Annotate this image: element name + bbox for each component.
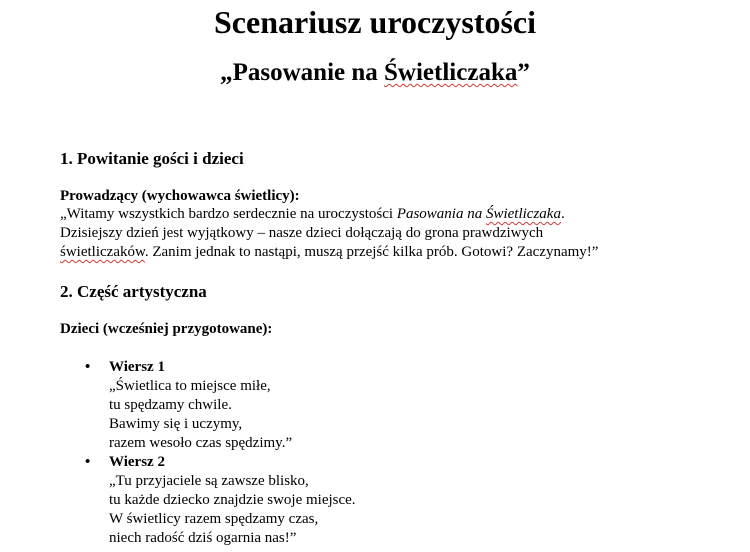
bullet-icon: • <box>85 359 91 375</box>
poem-line: W świetlicy razem spędzamy czas, <box>109 511 319 527</box>
poem-title: Wiersz 1 <box>109 359 165 375</box>
list-item <box>60 453 356 548</box>
subtitle-text: „Pasowanie na <box>220 59 385 86</box>
paragraph-line-3-text: . Zanim jednak to nastąpi, muszą przejść kilka prób. Gotowi? Zaczynamy!” <box>144 244 599 260</box>
paragraph-italic-spellcheck-word: Świetliczaka <box>485 206 561 222</box>
section-1-heading: 1. Powitanie gości i dzieci <box>60 149 244 168</box>
paragraph-line-1 <box>60 205 740 224</box>
list-item <box>60 358 356 453</box>
paragraph-line-1-end: . <box>560 206 565 222</box>
section-2-heading: 2. Część artystyczna <box>60 282 207 301</box>
poem-list <box>60 358 356 548</box>
document-title: Scenariusz uroczystości <box>213 4 537 40</box>
paragraph-line-1-text: „Witamy wszystkich bardzo serdecznie na uroczystości <box>60 206 397 222</box>
poem-line: „Świetlica to miejsce miłe, <box>109 378 271 394</box>
section-1-paragraph <box>60 205 740 262</box>
poem-line: Bawimy się i uczymy, <box>109 416 243 432</box>
paragraph-italic-text: Pasowania na <box>396 206 486 222</box>
paragraph-line-2: Dzisiejszy dzień jest wyjątkowy – nasze dzieci dołączają do grona prawdziwych <box>60 225 544 241</box>
poem-title: Wiersz 2 <box>109 454 165 470</box>
bullet-icon: • <box>85 454 91 470</box>
poem-line: razem wesoło czas spędzimy.” <box>109 435 293 451</box>
subtitle-close-quote: ” <box>517 59 530 86</box>
paragraph-line-3 <box>60 243 740 262</box>
poem-line: niech radość dziś ogarnia nas!” <box>109 530 297 546</box>
poem-line: „Tu przyjaciele są zawsze blisko, <box>109 473 309 489</box>
paragraph-spellcheck-word: świetliczaków <box>60 244 145 260</box>
section-2-performers: Dzieci (wcześniej przygotowane): <box>60 321 273 337</box>
section-1-speaker: Prowadzący (wychowawca świetlicy): <box>60 188 300 204</box>
poem-line: tu każde dziecko znajdzie swoje miejsce. <box>109 492 356 508</box>
document-subtitle <box>0 56 750 90</box>
poem-line: tu spędzamy chwile. <box>109 397 232 413</box>
subtitle-spellcheck-word: Świetliczaka <box>384 59 518 86</box>
